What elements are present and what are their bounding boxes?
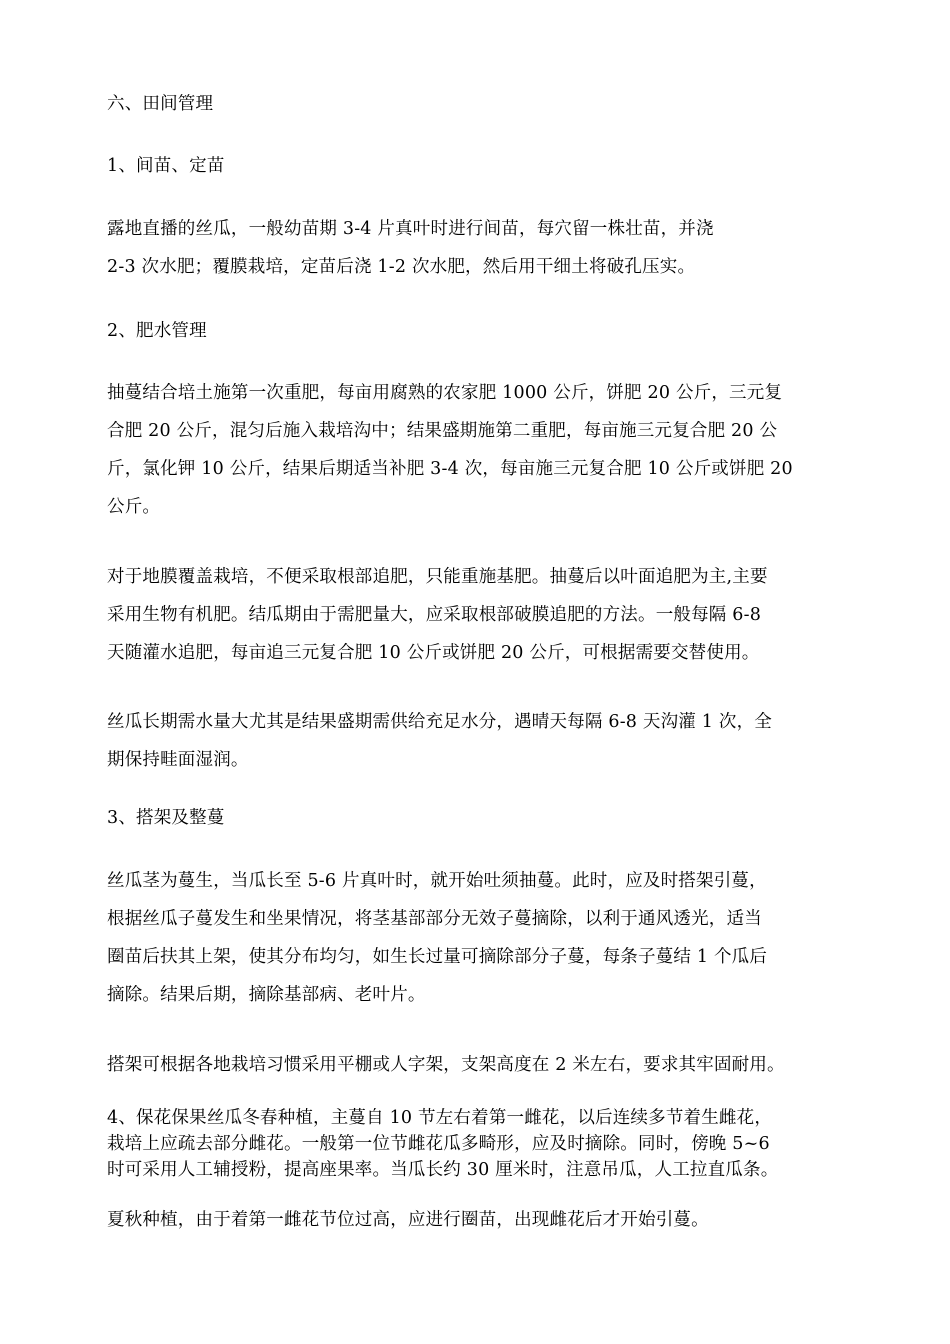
paragraph-1-1: [107, 210, 877, 286]
paragraph-4-2: [107, 1207, 877, 1233]
paragraph-line: 根据丝瓜子蔓发生和坐果情况，将茎基部部分无效子蔓摘除，以利于通风透光，适当: [107, 909, 762, 929]
subsection-heading-2: [107, 318, 877, 344]
paragraph-2-1: [107, 374, 877, 526]
subsection-heading-1: [107, 153, 877, 179]
subsection-heading-text: 2、肥水管理: [107, 321, 207, 341]
subsection-heading-text: 1、间苗、定苗: [107, 156, 225, 176]
paragraph-line: 摘除。结果后期，摘除基部病、老叶片。: [107, 985, 426, 1005]
paragraph-3-2: [107, 1046, 877, 1084]
paragraph-line: 栽培上应疏去部分雌花。一般第一位节雌花瓜多畸形，应及时摘除。同时，傍晚 5~6: [107, 1134, 770, 1154]
paragraph-line: 天随灌水追肥，每亩追三元复合肥 10 公斤或饼肥 20 公斤，可根据需要交替使用。: [107, 643, 760, 663]
section-title: [107, 91, 877, 117]
paragraph-line: 时可采用人工辅授粉，提高座果率。当瓜长约 30 厘米时，注意吊瓜，人工拉直瓜条。: [107, 1160, 779, 1180]
paragraph-3-1: [107, 862, 877, 1014]
section-title-text: 六、田间管理: [107, 94, 214, 114]
paragraph-line: 搭架可根据各地栽培习惯采用平棚或人字架，支架高度在 2 米左右，要求其牢固耐用。: [107, 1055, 785, 1075]
paragraph-line: 抽蔓结合培土施第一次重肥，每亩用腐熟的农家肥 1000 公斤，饼肥 20 公斤，三元复: [107, 383, 783, 403]
paragraph-line: 圈苗后扶其上架，使其分布均匀，如生长过量可摘除部分子蔓，每条子蔓结 1 个瓜后: [107, 947, 768, 967]
paragraph-2-2: [107, 558, 877, 672]
paragraph-line: 公斤。: [107, 497, 161, 517]
subsection-heading-text: 3、搭架及整蔓: [107, 808, 225, 828]
paragraph-line: 期保持畦面湿润。: [107, 750, 249, 770]
paragraph-line: 斤，氯化钾 10 公斤，结果后期适当补肥 3-4 次，每亩施三元复合肥 10 公斤或饼肥 20: [107, 459, 793, 479]
paragraph-line: 合肥 20 公斤，混匀后施入栽培沟中；结果盛期施第二重肥，每亩施三元复合肥 20 公: [107, 421, 778, 441]
paragraph-line: 4、保花保果丝瓜冬春种植，主蔓自 10 节左右着第一雌花，以后连续多节着生雌花，: [107, 1108, 773, 1128]
paragraph-line: 夏秋种植，由于着第一雌花节位过高，应进行圈苗，出现雌花后才开始引蔓。: [107, 1210, 709, 1230]
paragraph-line: 露地直播的丝瓜，一般幼苗期 3-4 片真叶时进行间苗，每穴留一株壮苗，并浇: [107, 219, 714, 239]
paragraph-2-3: [107, 703, 877, 779]
paragraph-line: 丝瓜茎为蔓生，当瓜长至 5-6 片真叶时，就开始吐须抽蔓。此时，应及时搭架引蔓，: [107, 871, 767, 891]
paragraph-line: 采用生物有机肥。结瓜期由于需肥量大，应采取根部破膜追肥的方法。一般每隔 6-8: [107, 605, 762, 625]
paragraph-line: 2-3 次水肥；覆膜栽培，定苗后浇 1-2 次水肥，然后用干细土将破孔压实。: [107, 257, 696, 277]
paragraph-line: 丝瓜长期需水量大尤其是结果盛期需供给充足水分，遇晴天每隔 6-8 天沟灌 1 次，全: [107, 712, 772, 732]
paragraph-4-1: [107, 1105, 877, 1183]
subsection-heading-3: [107, 805, 877, 831]
paragraph-line: 对于地膜覆盖栽培，不便采取根部追肥，只能重施基肥。抽蔓后以叶面追肥为主,主要: [107, 567, 768, 587]
